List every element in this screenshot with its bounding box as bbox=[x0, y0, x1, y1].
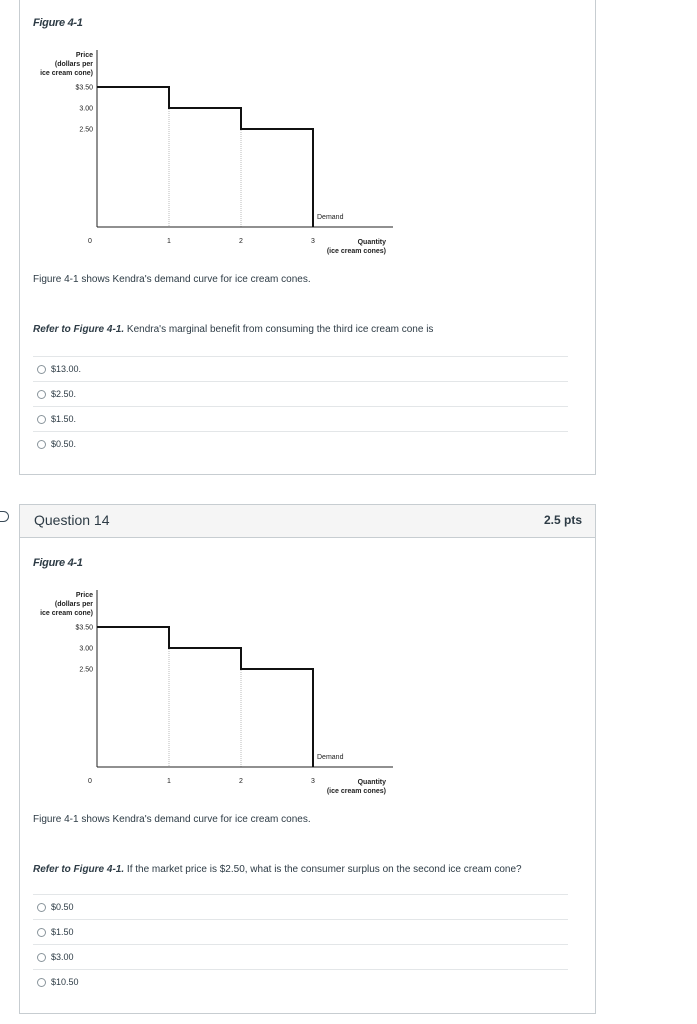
x-tick-label: 0 bbox=[88, 238, 92, 245]
x-axis-label bbox=[327, 779, 386, 795]
figure-caption: Figure 4-1 shows Kendra's demand curve for ice cream cones. bbox=[33, 274, 311, 285]
answer-label: $13.00. bbox=[51, 364, 82, 374]
plot-area bbox=[75, 50, 393, 245]
answer-label: $2.50. bbox=[51, 389, 77, 399]
demand-curve bbox=[97, 87, 313, 227]
radio-button[interactable] bbox=[37, 928, 46, 937]
plot-area bbox=[75, 590, 393, 785]
demand-chart bbox=[20, 43, 420, 263]
x-axis-label-line: (ice cream cones) bbox=[326, 248, 386, 255]
question-text: Kendra's marginal benefit from consuming the third ice cream cone is bbox=[124, 324, 434, 335]
figure-caption: Figure 4-1 shows Kendra's demand curve for ice cream cones. bbox=[33, 814, 311, 825]
answer-label: $3.00 bbox=[51, 952, 74, 962]
y-axis-label bbox=[40, 592, 93, 617]
y-tick-label: 2.50 bbox=[79, 666, 93, 674]
question-prompt bbox=[33, 324, 433, 335]
y-tick-label: $3.50 bbox=[75, 624, 93, 632]
x-tick-label: 3 bbox=[311, 778, 315, 785]
answer-option[interactable] bbox=[33, 944, 568, 969]
y-axis-label-line: ice cream cone) bbox=[40, 70, 93, 77]
x-tick-label: 3 bbox=[311, 238, 315, 245]
answer-option[interactable] bbox=[33, 356, 568, 381]
answer-option[interactable] bbox=[33, 969, 568, 994]
y-tick-label: 2.50 bbox=[79, 126, 93, 134]
answer-option[interactable] bbox=[33, 431, 568, 456]
demand-label: Demand bbox=[317, 754, 344, 761]
x-axis-label-line: Quantity bbox=[357, 779, 386, 786]
y-axis-label-line: ice cream cone) bbox=[40, 610, 93, 617]
y-axis-label bbox=[40, 52, 93, 77]
answer-label: $1.50. bbox=[51, 414, 77, 424]
question-prompt bbox=[33, 864, 522, 875]
demand-label: Demand bbox=[317, 214, 344, 221]
question-card bbox=[19, 0, 596, 475]
figure-reference: Refer to Figure 4-1. bbox=[33, 324, 125, 335]
answer-option[interactable] bbox=[33, 381, 568, 406]
answer-option[interactable] bbox=[33, 894, 568, 919]
y-tick-label: 3.00 bbox=[79, 105, 93, 113]
answer-option[interactable] bbox=[33, 406, 568, 431]
y-axis-label-line: (dollars per bbox=[54, 61, 93, 68]
answer-list bbox=[33, 894, 568, 994]
answer-option[interactable] bbox=[33, 919, 568, 944]
y-axis-label-line: Price bbox=[75, 52, 93, 59]
demand-chart bbox=[20, 583, 420, 803]
answer-list bbox=[33, 356, 568, 456]
radio-button[interactable] bbox=[37, 903, 46, 912]
question-card bbox=[19, 504, 596, 1014]
question-header bbox=[20, 505, 595, 538]
radio-button[interactable] bbox=[37, 978, 46, 987]
x-axis-label bbox=[327, 239, 386, 255]
y-tick-label: $3.50 bbox=[75, 84, 93, 92]
y-axis-label-line: (dollars per bbox=[54, 601, 93, 608]
demand-curve bbox=[97, 627, 313, 767]
y-tick-label: 3.00 bbox=[79, 645, 93, 653]
radio-button[interactable] bbox=[37, 953, 46, 962]
radio-button[interactable] bbox=[37, 415, 46, 424]
x-tick-label: 1 bbox=[167, 778, 171, 785]
answer-label: $0.50. bbox=[51, 439, 77, 449]
figure-reference: Refer to Figure 4-1. bbox=[33, 864, 125, 875]
question-title: Question 14 bbox=[34, 512, 110, 528]
x-axis-label-line: Quantity bbox=[357, 239, 386, 246]
x-tick-label: 0 bbox=[88, 778, 92, 785]
bookmark-icon[interactable] bbox=[0, 511, 9, 522]
figure-title: Figure 4-1 bbox=[33, 557, 83, 569]
x-tick-label: 2 bbox=[239, 238, 243, 245]
question-points: 2.5 pts bbox=[543, 513, 582, 527]
answer-label: $0.50 bbox=[51, 902, 74, 912]
x-axis-label-line: (ice cream cones) bbox=[326, 788, 386, 795]
answer-label: $1.50 bbox=[51, 927, 74, 937]
radio-button[interactable] bbox=[37, 440, 46, 449]
y-axis-label-line: Price bbox=[75, 592, 93, 599]
x-tick-label: 2 bbox=[239, 778, 243, 785]
radio-button[interactable] bbox=[37, 365, 46, 374]
answer-label: $10.50 bbox=[51, 977, 79, 987]
figure-title: Figure 4-1 bbox=[33, 17, 83, 29]
radio-button[interactable] bbox=[37, 390, 46, 399]
question-text: If the market price is $2.50, what is the consumer surplus on the second ice cream cone? bbox=[124, 864, 522, 875]
x-tick-label: 1 bbox=[167, 238, 171, 245]
